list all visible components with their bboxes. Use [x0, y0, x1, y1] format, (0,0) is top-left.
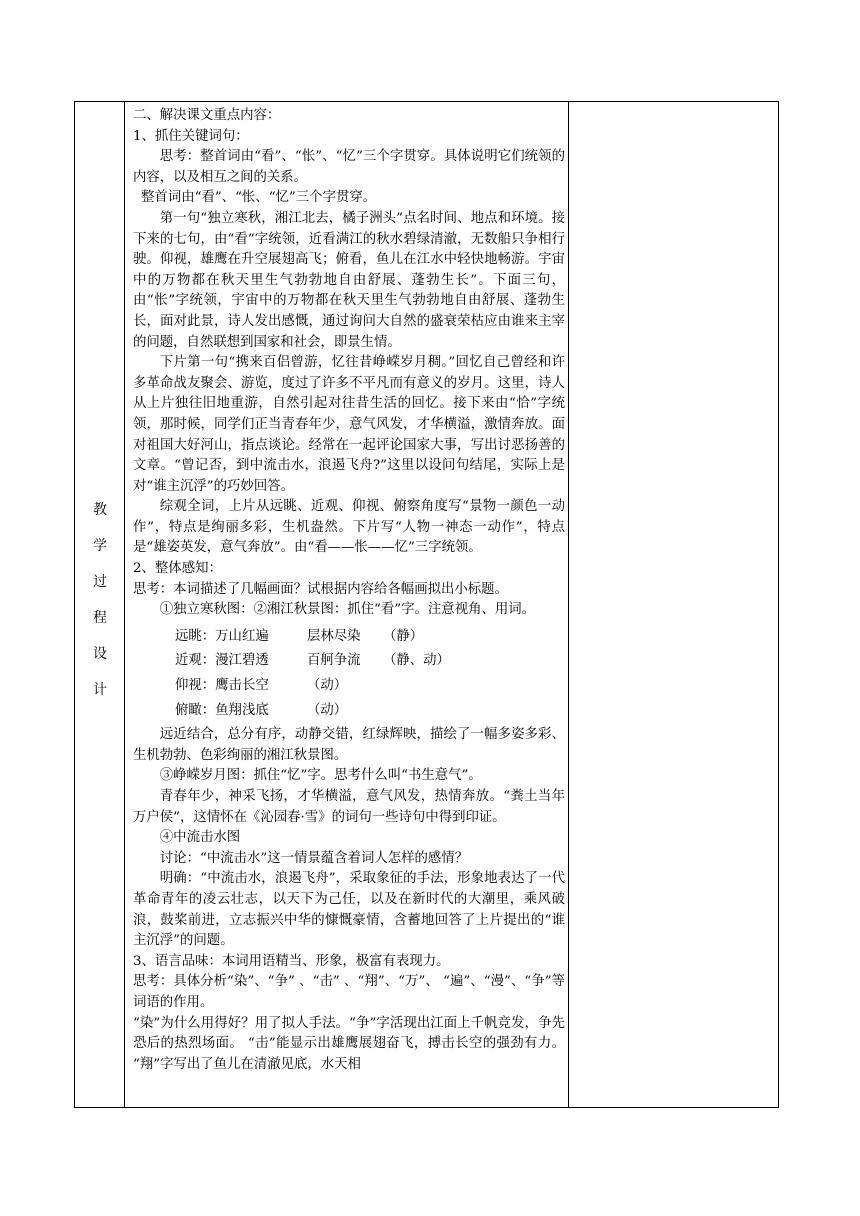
subsection-heading: 2、整体感知：	[133, 561, 222, 577]
list-term: 近观：漫江碧透	[175, 653, 269, 669]
paragraph: 明确：“中流击水，浪遏飞舟”，采取象征的手法，形象地表达了一代革命青年的凌云壮志，以天下为己任，以及在新时代的大潮里，乘风破浪，鼓桨前进，立志振兴中华的慷慨豪情，含蓄地回答了上片提出的“谁主沉浮”的问题。	[133, 871, 565, 949]
list-note: （动）	[307, 678, 348, 694]
notes-column	[568, 102, 779, 1107]
list-item	[133, 676, 565, 697]
list-term: 俯瞰：鱼翔浅底	[175, 702, 269, 718]
list-phrase: 层林尽染	[307, 628, 361, 644]
list-term: 远眺：万山红遍	[175, 628, 269, 644]
section-label-char: 设	[93, 646, 107, 662]
paragraph: “染”为什么用得好？用了拟人手法。“争”字活现出江面上千帆竞发，争先恐后的热烈场面。 “击”能显示出雄鹰展翅奋飞，搏击长空的强劲有力。 “翔”字写出了鱼儿在清澈见底，水天相	[133, 1015, 565, 1072]
paragraph: 下片第一句“携来百侣曾游，忆往昔峥嵘岁月稠。”回忆自己曾经和许多革命战友聚会、游览，度过了许多不平凡而有意义的岁月。这里，诗人从上片独往旧地重游，自然引起对往昔生活的回忆。接下来由“恰”字统领，那时候，同学们正当青春年少，意气风发，才华横溢，激情奔放。面对祖国大好河山，指点谈论。经常在一起评论国家大事，写出讨恶扬善的文章。“曾记否，到中流击水，浪遏飞舟?”这里以设问句结尾，实际上是对“谁主沉浮”的巧妙回答。	[133, 355, 565, 494]
paragraph: 思考：具体分析“染”、“争” 、“击” 、“翔”、“万”、 “遍”、“漫”、“争”等词语的作用。	[133, 974, 565, 1010]
section-label-char: 过	[93, 574, 107, 590]
paragraph: 整首词由“看”、“怅、“忆”三个字贯穿。	[141, 190, 377, 206]
list-item	[133, 627, 565, 648]
paragraph: 远近结合，总分有序，动静交错，红绿辉映，描绘了一幅多姿多彩、生机勃勃、色彩绚丽的湘江秋景图。	[133, 727, 565, 763]
section-label-char: 计	[93, 682, 107, 698]
list-note: （静）	[383, 628, 424, 644]
section-label-char: 程	[93, 610, 107, 626]
paragraph: 第一句“独立寒秋，湘江北去，橘子洲头”点名时间、地点和环境。接下来的七句，由“看”字统领，近看满江的秋水碧绿清澈，无数船只争相行驶。仰视，雄鹰在升空展翅高飞；俯看，鱼儿在江水中轻快地畅游。宇宙中的万物都在秋天里生气勃勃地自由舒展、蓬勃生长”。下面三句，由“怅”字统领，宇宙中的万物都在秋天里生气勃勃地自由舒展、蓬勃生长，面对此景，诗人发出感慨，通过询问大自然的盛衰荣枯应由谁来主宰的问题，自然联想到国家和社会，即景生情。	[133, 210, 565, 350]
section-label-char: 学	[93, 538, 107, 554]
paragraph: ④中流击水图	[159, 830, 241, 846]
list-item	[133, 701, 565, 722]
subsection-heading: 3、语言品味：本词用语精当、形象，极富有表现力。	[133, 953, 450, 969]
list-phrase: 百舸争流	[307, 653, 361, 669]
paragraph: 综观全词，上片从远眺、近观、仰视、俯察角度写“景物一颜色一动作”，特点是绚丽多彩，生机盎然。下片写“人物一神态一动作”，特点是“雄姿英发，意气奔放”。由“看——怅——忆”三字统领。	[133, 499, 565, 556]
section-label-char: 教	[93, 502, 107, 518]
list-note: （静、动）	[383, 653, 450, 669]
paragraph: 思考：整首词由“看”、“怅”、“忆”三个字贯穿。具体说明它们统领的内容，以及相互之间的关系。	[133, 149, 565, 185]
paragraph: 讨论：“中流击水”这一情景蕴含着词人怎样的感情？	[159, 850, 469, 866]
subsection-heading: 1、抓住关键词句：	[133, 128, 249, 144]
lesson-table	[74, 101, 779, 1108]
paragraph: ①独立寒秋图：②湘江秋景图：抓住“看”字。注意视角、用词。	[159, 602, 536, 618]
paragraph: 思考：本词描述了几幅画面？试根据内容给各幅画拟出小标题。	[133, 581, 508, 597]
section-heading: 二、解决课文重点内容：	[133, 108, 281, 123]
list-item	[133, 651, 565, 672]
paragraph: 青春年少，神采飞扬，才华横溢，意气风发，热情奔放。“粪土当年万户侯”，这情怀在《沁园春·雪》的词句一些诗句中得到印证。	[133, 789, 565, 825]
list-note: （动）	[307, 702, 348, 718]
paragraph: ③峥嵘岁月图：抓住“忆”字。思考什么叫“书生意气”。	[159, 768, 482, 784]
section-label	[75, 492, 125, 708]
list-term: 仰视：鹰击长空	[175, 678, 269, 694]
content-column	[133, 106, 565, 1075]
section-label-column	[75, 102, 125, 1107]
